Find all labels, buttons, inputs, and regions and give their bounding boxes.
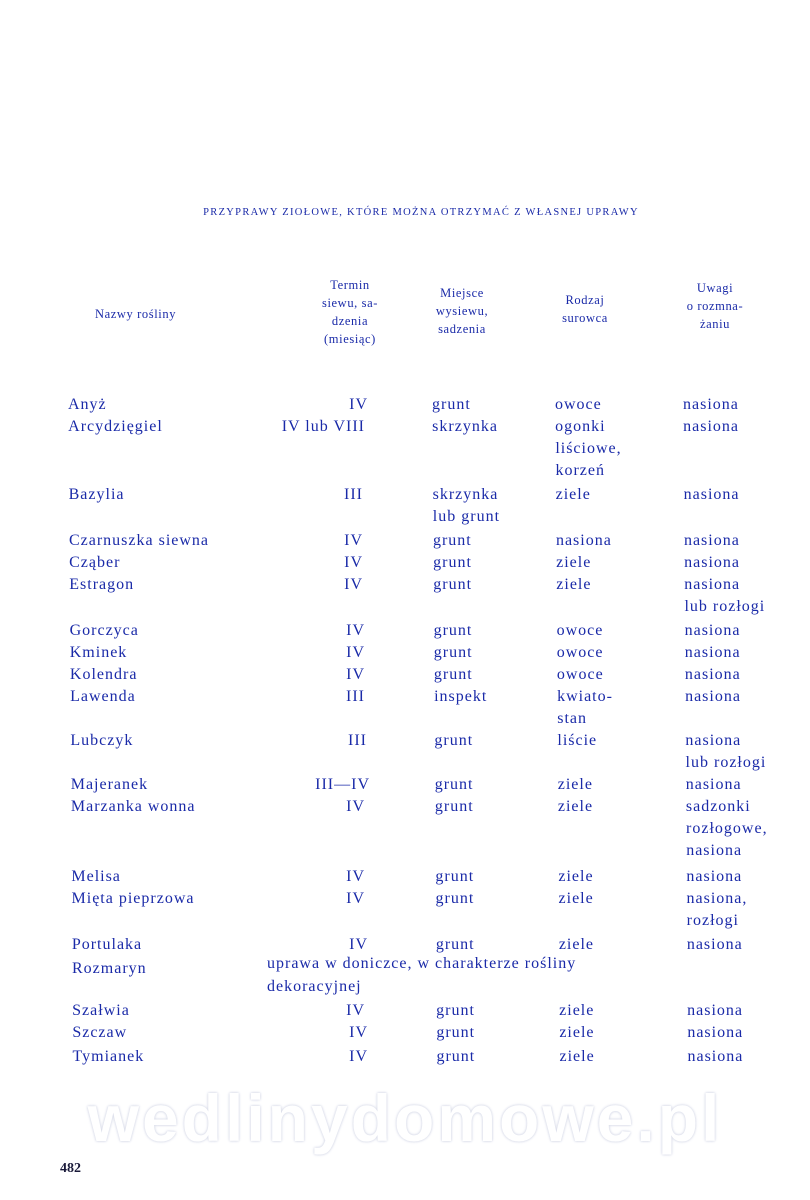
- cell-name: Rozmaryn: [72, 960, 147, 977]
- cell-name: Melisa: [71, 868, 121, 885]
- watermark: wedlinydomowe.pl: [87, 1081, 723, 1155]
- cell-place: grunt: [436, 1048, 476, 1065]
- cell-note: nasiona: [684, 644, 741, 661]
- cell-name: Mięta pieprzowa: [71, 890, 195, 907]
- cell-name: Majeranek: [70, 776, 149, 793]
- cell-kind: kwiato-: [557, 688, 613, 705]
- cell-name: Tymianek: [72, 1048, 145, 1065]
- cell-place: grunt: [432, 532, 472, 549]
- header-place-line: Miejsce: [440, 286, 484, 300]
- header-notes-line: Uwagi: [696, 281, 734, 295]
- cell-name: Gorczyca: [69, 622, 139, 639]
- cell-kind: owoce: [556, 644, 604, 661]
- cell-place: grunt: [436, 1002, 475, 1019]
- header-term-line: Termin: [330, 278, 370, 292]
- cell-kind: ziele: [556, 554, 592, 571]
- cell-term: IV: [346, 890, 365, 907]
- header-place: [412, 284, 512, 338]
- cell-kind: ziele: [558, 936, 595, 953]
- cell-name: Kminek: [69, 644, 128, 661]
- cell-kind: owoce: [556, 666, 604, 683]
- header-notes-line: żaniu: [699, 317, 731, 331]
- cell-place: grunt: [436, 1024, 476, 1041]
- header-term: [300, 276, 400, 348]
- cell-term: IV: [346, 644, 365, 661]
- cell-place: lub grunt: [432, 508, 501, 525]
- cell-kind: ziele: [559, 1024, 595, 1041]
- header-notes: [665, 279, 765, 333]
- cell-term: IV: [349, 1024, 368, 1041]
- cell-kind: ogonki: [555, 418, 606, 435]
- cell-note: nasiona: [686, 868, 743, 885]
- header-kind-line: Rodzaj: [565, 293, 605, 307]
- cell-name: Lawenda: [70, 688, 136, 705]
- cell-note: nasiona: [684, 666, 741, 683]
- cell-kind: owoce: [555, 396, 602, 413]
- page-number: 482: [60, 1161, 81, 1176]
- cell-name: Estragon: [69, 576, 135, 593]
- cell-name: Czarnuszka siewna: [68, 532, 210, 549]
- cell-note: nasiona: [687, 1048, 744, 1065]
- cell-term: IV: [344, 532, 363, 549]
- cell-note: nasiona: [684, 554, 740, 571]
- header-place-line: wysiewu,: [435, 304, 489, 318]
- cell-term: III—IV: [315, 776, 370, 793]
- cell-term: IV: [344, 554, 363, 571]
- cell-term: IV lub VIII: [281, 418, 365, 435]
- page-title: PRZYPRAWY ZIOŁOWE, KTÓRE MOŻNA OTRZYMAĆ Z WŁASNEJ UPRAWY: [203, 207, 639, 218]
- cell-kind: liściowe,: [555, 440, 622, 457]
- cell-name: Arcydzięgiel: [68, 418, 163, 435]
- cell-term: IV: [346, 666, 365, 683]
- cell-term: IV: [346, 798, 365, 815]
- cell-term: IV: [346, 622, 365, 639]
- cell-name: Bazylia: [68, 486, 125, 503]
- cell-note: rozłogi: [686, 912, 739, 929]
- cell-name: Portulaka: [71, 936, 143, 953]
- cell-name: Szałwia: [72, 1002, 130, 1019]
- cell-kind: korzeń: [555, 462, 605, 479]
- cell-term: IV: [349, 396, 368, 413]
- cell-note: lub rozłogi: [685, 754, 767, 771]
- cell-note: nasiona: [685, 776, 742, 793]
- cell-term: III: [344, 486, 363, 503]
- cell-place: grunt: [434, 732, 474, 749]
- cell-place: grunt: [433, 644, 473, 661]
- cell-name: Lubczyk: [70, 732, 134, 749]
- cell-place: grunt: [433, 554, 472, 571]
- cell-kind: liście: [557, 732, 598, 749]
- cell-kind: owoce: [556, 622, 604, 639]
- cell-note: nasiona: [685, 732, 742, 749]
- cell-note: nasiona,: [686, 890, 748, 907]
- cell-note: nasiona: [684, 622, 741, 639]
- cell-note: nasiona: [686, 936, 743, 953]
- cell-note: nasiona: [683, 396, 739, 413]
- cell-kind: ziele: [558, 868, 594, 885]
- cell-term: IV: [349, 936, 368, 953]
- cell-place: grunt: [433, 622, 473, 639]
- cell-note: sadzonki: [685, 798, 751, 815]
- cell-term: III: [346, 688, 365, 705]
- cell-note: nasiona: [684, 576, 741, 593]
- cell-place: grunt: [433, 666, 473, 683]
- cell-term: IV: [349, 1048, 368, 1065]
- cell-kind: ziele: [557, 776, 593, 793]
- header-place-line: sadzenia: [438, 322, 486, 336]
- cell-kind: ziele: [555, 486, 591, 503]
- rozmaryn-note-2: dekoracyjnej: [267, 978, 362, 995]
- cell-place: grunt: [434, 776, 474, 793]
- cell-place: grunt: [434, 798, 474, 815]
- cell-name: Anyż: [68, 396, 107, 413]
- cell-place: skrzynka: [432, 486, 499, 503]
- cell-note: nasiona: [687, 1024, 744, 1041]
- rozmaryn-note-1: uprawa w doniczce, w charakterze rośliny: [267, 955, 577, 972]
- cell-place: grunt: [435, 890, 475, 907]
- cell-term: III: [348, 732, 367, 749]
- cell-name: Marzanka wonna: [70, 798, 196, 815]
- cell-place: skrzynka: [432, 418, 498, 435]
- cell-kind: nasiona: [555, 532, 612, 549]
- cell-note: nasiona: [686, 842, 743, 859]
- cell-note: nasiona: [687, 1002, 744, 1019]
- cell-note: nasiona: [683, 418, 740, 435]
- header-term-line: (miesiąc): [324, 332, 376, 346]
- cell-kind: ziele: [556, 576, 592, 593]
- cell-note: nasiona: [685, 688, 741, 705]
- cell-note: nasiona: [683, 486, 740, 503]
- cell-place: grunt: [435, 936, 475, 953]
- cell-name: Kolendra: [69, 666, 138, 683]
- cell-kind: ziele: [557, 798, 594, 815]
- cell-name: Cząber: [69, 554, 121, 571]
- cell-term: IV: [344, 576, 363, 593]
- header-term-line: dzenia: [331, 314, 369, 328]
- cell-note: nasiona: [683, 532, 740, 549]
- cell-place: inspekt: [434, 688, 488, 705]
- header-term-line: siewu, sa-: [322, 296, 378, 310]
- header-name: Nazwy rośliny: [95, 307, 177, 321]
- header-notes-line: o rozmna-: [686, 299, 744, 313]
- cell-term: IV: [346, 1002, 365, 1019]
- cell-kind: stan: [557, 710, 588, 727]
- cell-place: grunt: [433, 576, 473, 593]
- cell-kind: ziele: [558, 890, 594, 907]
- cell-place: grunt: [432, 396, 471, 413]
- cell-term: IV: [346, 868, 365, 885]
- header-kind: [535, 291, 635, 327]
- cell-kind: ziele: [559, 1002, 595, 1019]
- cell-place: grunt: [435, 868, 475, 885]
- header-kind-line: surowca: [562, 311, 608, 325]
- cell-name: Szczaw: [72, 1024, 128, 1041]
- cell-note: lub rozłogi: [684, 598, 766, 615]
- cell-kind: ziele: [559, 1048, 595, 1065]
- cell-note: rozłogowe,: [686, 820, 768, 837]
